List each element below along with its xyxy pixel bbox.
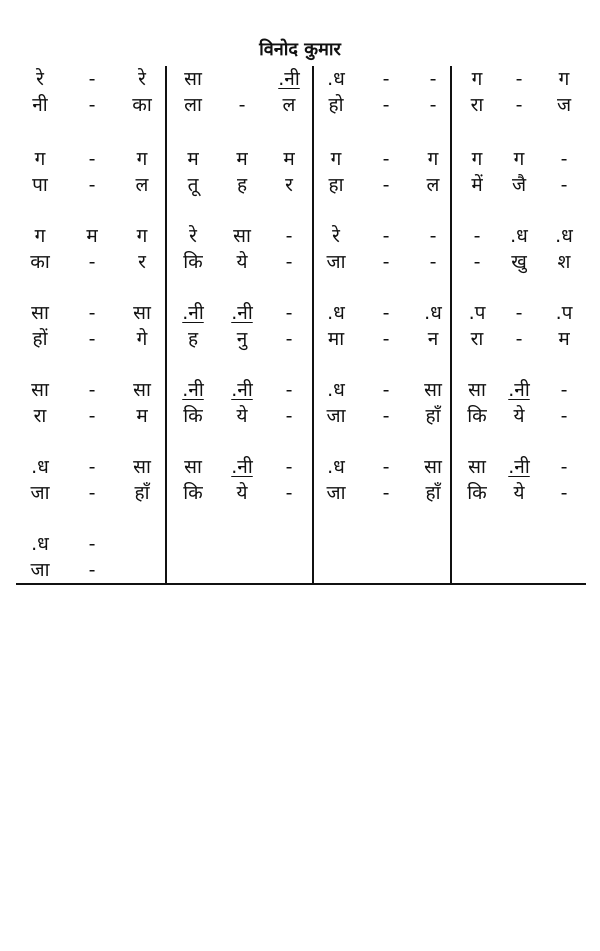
notation-cell: रे — [138, 68, 146, 90]
notation-cell: - — [285, 302, 293, 324]
notation-cell: - — [382, 379, 390, 401]
notation-cell: ल — [426, 174, 440, 196]
notation-cell: म — [283, 148, 295, 170]
notation-cell: .नी — [231, 379, 253, 401]
notation-cell: .नी — [508, 456, 530, 478]
notation-cell: में — [471, 174, 483, 196]
notation-cell: जा — [326, 251, 346, 273]
notation-cell: .प — [468, 302, 486, 324]
notation-cell: - — [560, 405, 568, 427]
notation-cell — [316, 557, 356, 583]
notation-cell: - — [285, 251, 293, 273]
notation-cell: - — [88, 94, 96, 116]
notation-cell — [457, 557, 497, 583]
notation-cell: रे — [36, 68, 44, 90]
notation-cell: - — [382, 94, 390, 116]
notation-cell: नी — [32, 94, 48, 116]
notation-cell: - — [285, 328, 293, 350]
bottom-rule — [16, 583, 586, 585]
notation-cell: .ध — [31, 533, 49, 555]
notation-cell: सा — [468, 456, 486, 478]
notation-cell: - — [382, 174, 390, 196]
notation-cell: - — [88, 251, 96, 273]
notation-cell: - — [560, 379, 568, 401]
notation-cell: - — [238, 94, 246, 116]
notation-cell: - — [382, 302, 390, 324]
notation-cell: - — [382, 482, 390, 504]
notation-cell: ग — [330, 148, 342, 170]
notation-cell — [544, 557, 584, 583]
notation-cell: - — [88, 68, 96, 90]
notation-cell: हाँ — [134, 482, 150, 504]
notation-cell: तू — [187, 174, 199, 196]
notation-cell — [173, 557, 213, 583]
notation-cell: .ध — [327, 68, 345, 90]
notation-cell: ग — [34, 225, 46, 247]
notation-cell: - — [285, 379, 293, 401]
notation-cell: ह — [187, 328, 199, 350]
notation-cell: ग — [558, 68, 570, 90]
notation-cell: हो — [328, 94, 344, 116]
notation-cell: खु — [511, 251, 527, 273]
notation-cell: रे — [189, 225, 197, 247]
notation-cell: .नी — [278, 68, 300, 90]
notation-cell: कि — [467, 405, 487, 427]
notation-cell: .प — [555, 302, 573, 324]
notation-cell: ये — [236, 251, 248, 273]
notation-cell: ये — [236, 405, 248, 427]
column-divider — [312, 66, 314, 585]
notation-cell: - — [382, 225, 390, 247]
notation-cell: - — [382, 68, 390, 90]
notation-cell: - — [429, 225, 437, 247]
notation-cell: जा — [326, 405, 346, 427]
notation-cell: ला — [184, 94, 202, 116]
column-divider — [165, 66, 167, 585]
notation-cell: ये — [513, 482, 525, 504]
notation-cell: - — [88, 302, 96, 324]
notation-cell: - — [88, 533, 96, 555]
notation-cell: - — [88, 559, 96, 581]
notation-cell — [499, 557, 539, 583]
notation-cell: कि — [183, 251, 203, 273]
notation-cell — [457, 531, 497, 557]
notation-cell: रा — [470, 328, 484, 350]
notation-cell: ग — [136, 148, 148, 170]
notation-cell: सा — [184, 456, 202, 478]
notation-cell: जै — [511, 174, 527, 196]
notation-cell: .नी — [508, 379, 530, 401]
notation-cell: सा — [468, 379, 486, 401]
notation-cell: श — [557, 251, 571, 273]
notation-cell: ग — [427, 148, 439, 170]
notation-cell: र — [138, 251, 146, 273]
notation-cell: - — [560, 148, 568, 170]
notation-cell: - — [429, 94, 437, 116]
notation-cell: सा — [133, 456, 151, 478]
notation-cell: हाँ — [425, 405, 441, 427]
notation-cell: .ध — [510, 225, 528, 247]
notation-cell: जा — [326, 482, 346, 504]
notation-cell: म — [187, 148, 199, 170]
notation-cell: ज — [556, 94, 572, 116]
notation-cell: ग — [513, 148, 525, 170]
notation-cell: हों — [32, 328, 48, 350]
notation-cell — [122, 531, 162, 557]
notation-cell — [413, 557, 453, 583]
notation-cell: .नी — [182, 302, 204, 324]
notation-cell — [222, 531, 262, 557]
notation-cell: का — [30, 251, 50, 273]
notation-cell: - — [88, 174, 96, 196]
notation-cell: - — [88, 328, 96, 350]
notation-cell: सा — [133, 379, 151, 401]
notation-cell: - — [515, 68, 523, 90]
notation-cell: सा — [133, 302, 151, 324]
notation-cell: ल — [282, 94, 296, 116]
notation-cell: म — [558, 328, 570, 350]
notation-cell: - — [285, 482, 293, 504]
notation-cell: .ध — [327, 302, 345, 324]
notation-cell: म — [236, 148, 248, 170]
notation-cell: जा — [30, 559, 50, 581]
notation-cell: - — [560, 174, 568, 196]
notation-cell: - — [382, 148, 390, 170]
notation-cell: .ध — [424, 302, 442, 324]
notation-cell — [222, 557, 262, 583]
notation-table — [16, 66, 586, 585]
notation-cell: हा — [328, 174, 344, 196]
notation-cell: म — [136, 405, 148, 427]
notation-cell: नु — [236, 328, 248, 350]
notation-cell: - — [285, 225, 293, 247]
notation-cell: मा — [327, 328, 345, 350]
notation-cell: - — [560, 456, 568, 478]
notation-cell: .नी — [231, 456, 253, 478]
notation-cell: - — [560, 482, 568, 504]
notation-cell: - — [88, 379, 96, 401]
notation-cell — [413, 531, 453, 557]
notation-cell: ग — [471, 68, 483, 90]
notation-cell: सा — [424, 456, 442, 478]
notation-cell — [222, 66, 262, 92]
page-title: विनोद कुमार — [259, 39, 341, 60]
notation-cell: सा — [424, 379, 442, 401]
notation-cell: ग — [471, 148, 483, 170]
notation-cell: रा — [33, 405, 47, 427]
notation-cell: - — [515, 302, 523, 324]
notation-cell: .नी — [182, 379, 204, 401]
notation-cell: - — [473, 225, 481, 247]
notation-cell: जा — [30, 482, 50, 504]
notation-cell: - — [88, 456, 96, 478]
notation-cell: का — [132, 94, 152, 116]
notation-cell: कि — [183, 482, 203, 504]
notation-cell — [366, 531, 406, 557]
notation-cell: म — [86, 225, 98, 247]
notation-cell: ग — [136, 225, 148, 247]
notation-cell: सा — [31, 379, 49, 401]
notation-cell: पा — [32, 174, 48, 196]
notation-cell: गे — [136, 328, 148, 350]
notation-cell: कि — [467, 482, 487, 504]
notation-cell — [316, 531, 356, 557]
notation-cell: - — [285, 456, 293, 478]
notation-cell: - — [382, 456, 390, 478]
notation-cell — [499, 531, 539, 557]
notation-cell: .नी — [231, 302, 253, 324]
notation-cell: - — [429, 251, 437, 273]
notation-cell: .ध — [31, 456, 49, 478]
notation-cell: - — [382, 405, 390, 427]
notation-cell — [122, 557, 162, 583]
notation-cell: हाँ — [425, 482, 441, 504]
notation-cell: .ध — [327, 379, 345, 401]
notation-cell: र — [285, 174, 293, 196]
notation-cell: - — [382, 251, 390, 273]
notation-cell: ल — [135, 174, 149, 196]
notation-cell: न — [427, 328, 439, 350]
notation-cell: ह — [236, 174, 248, 196]
notation-cell: सा — [31, 302, 49, 324]
notation-cell — [173, 531, 213, 557]
notation-cell: - — [515, 328, 523, 350]
notation-cell: कि — [183, 405, 203, 427]
notation-cell — [544, 531, 584, 557]
notation-cell: ये — [236, 482, 248, 504]
notation-cell: - — [285, 405, 293, 427]
notation-cell: सा — [184, 68, 202, 90]
notation-cell: ये — [513, 405, 525, 427]
notation-cell: रा — [470, 94, 484, 116]
notation-cell — [366, 557, 406, 583]
notation-cell: - — [88, 482, 96, 504]
notation-cell: रे — [332, 225, 340, 247]
notation-cell: - — [88, 148, 96, 170]
notation-cell: .ध — [327, 456, 345, 478]
notation-cell — [269, 557, 309, 583]
notation-cell: सा — [233, 225, 251, 247]
notation-cell — [269, 531, 309, 557]
notation-cell: ग — [34, 148, 46, 170]
notation-cell: - — [382, 328, 390, 350]
notation-cell: .ध — [555, 225, 573, 247]
notation-cell: - — [473, 251, 481, 273]
notation-cell: - — [88, 405, 96, 427]
notation-cell: - — [429, 68, 437, 90]
notation-cell: - — [515, 94, 523, 116]
